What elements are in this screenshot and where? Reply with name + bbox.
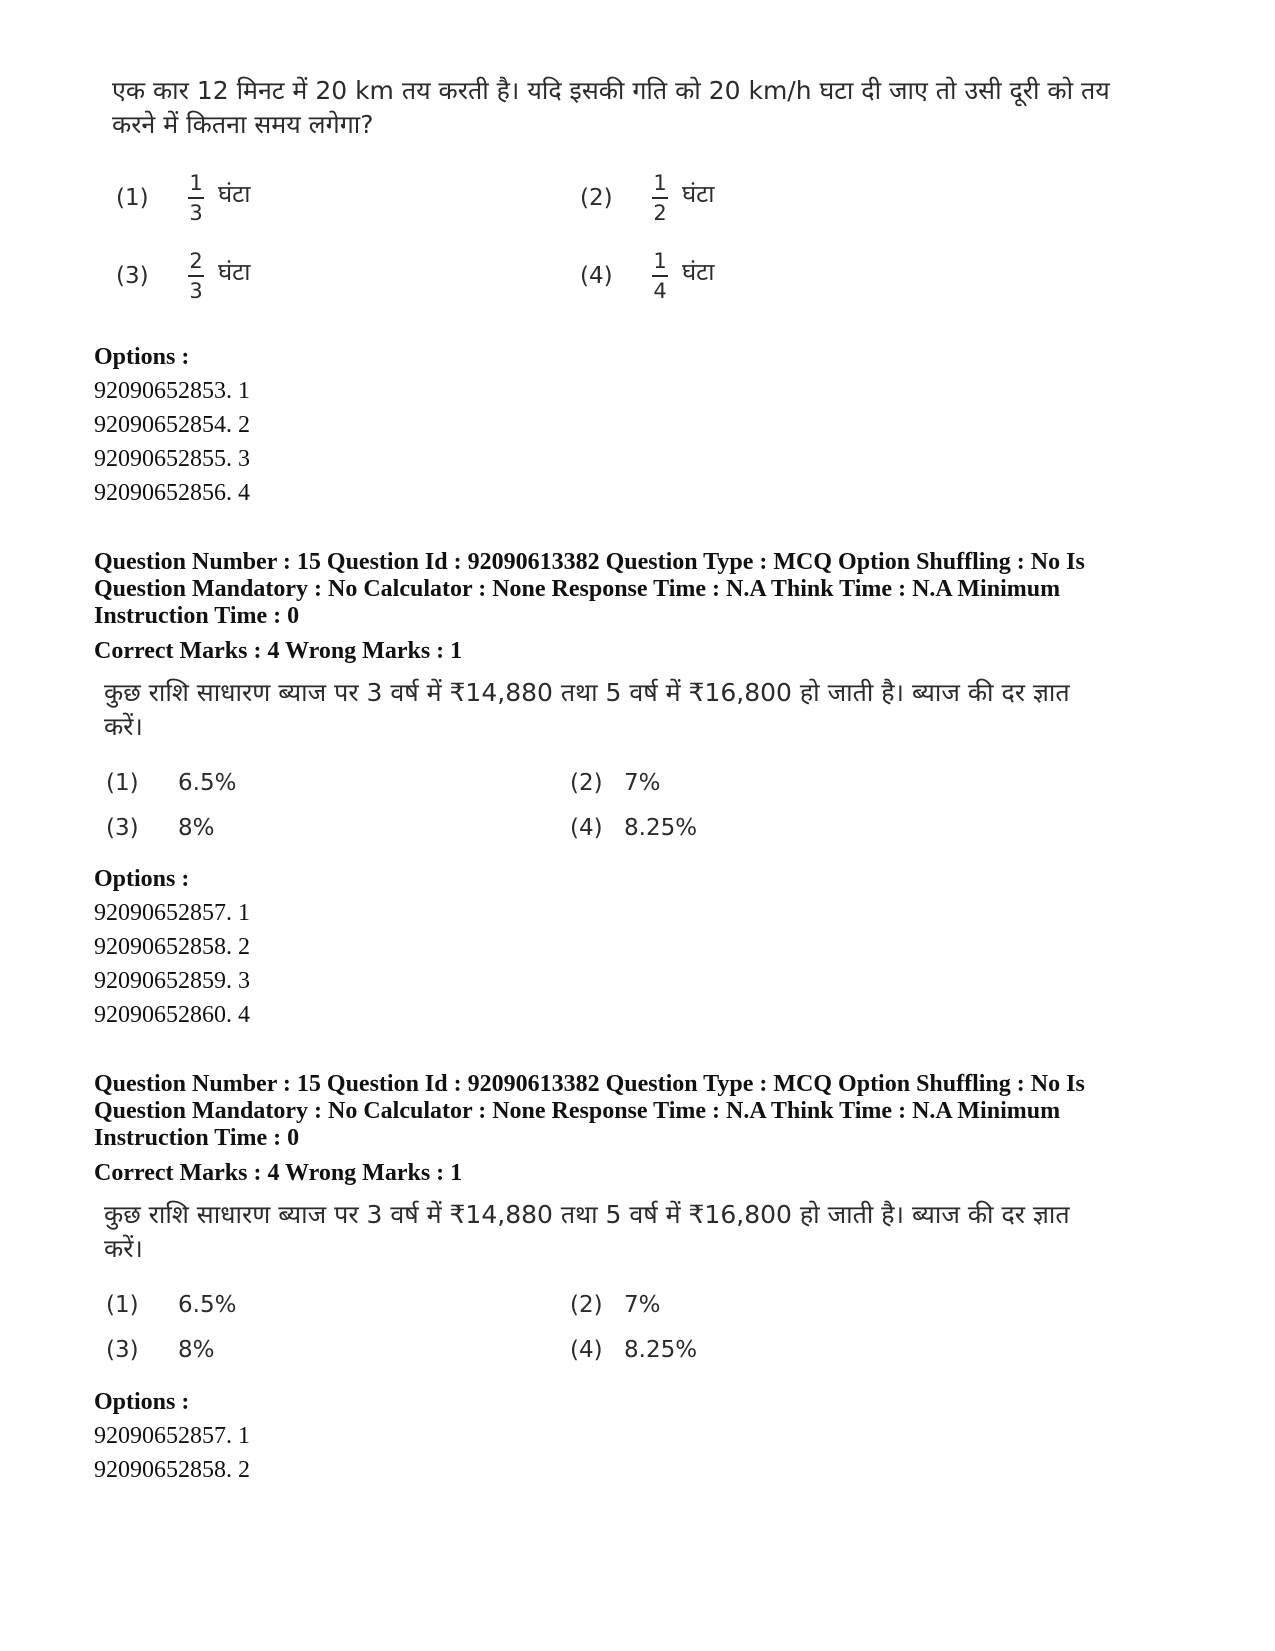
options-heading: Options :: [94, 1389, 190, 1415]
option-id-row: 92090652858. 2: [94, 934, 250, 960]
choice-number: (2): [580, 184, 613, 211]
choice-value: 8%: [178, 1337, 215, 1363]
question-15a-text: कुछ राशि साधारण ब्याज पर 3 वर्ष में ₹14,880 तथा 5 वर्ष में ₹16,800 हो जाती है। ब्याज की दर ज्ञात करें।: [104, 678, 1070, 741]
options-heading: Options :: [94, 344, 190, 370]
question-15b-text: कुछ राशि साधारण ब्याज पर 3 वर्ष में ₹14,880 तथा 5 वर्ष में ₹16,800 हो जाती है। ब्याज की दर ज्ञात करें।: [104, 1200, 1070, 1263]
option-id-row: 92090652853. 1: [94, 378, 250, 404]
option-id-row: 92090652855. 3: [94, 446, 250, 472]
choice-2: [570, 1292, 661, 1318]
choice-2: [570, 770, 661, 796]
choice-4: [580, 250, 715, 302]
marks-line: Correct Marks : 4 Wrong Marks : 1: [94, 638, 463, 664]
question-15b-options: [94, 1385, 250, 1487]
option-id-row: 92090652857. 1: [94, 1423, 250, 1449]
option-id-row: 92090652854. 2: [94, 412, 250, 438]
unit-label: घंटा: [682, 258, 715, 287]
option-id-row: 92090652857. 1: [94, 900, 250, 926]
choice-1: [106, 1292, 236, 1318]
fraction-bar: [188, 275, 204, 277]
denominator: 2: [653, 200, 667, 225]
choice-number: (1): [116, 184, 149, 211]
choice-value: 6.5%: [178, 1292, 237, 1318]
denominator: 3: [189, 200, 203, 225]
choice-number: (2): [570, 1292, 603, 1318]
choice-3: [106, 1337, 215, 1363]
fraction-bar: [188, 197, 204, 199]
question-15a-options: [94, 862, 250, 1032]
choice-4: [570, 1337, 697, 1363]
choice-value: 7%: [624, 770, 661, 796]
question-15a-header: [94, 549, 1104, 668]
choice-2: [580, 172, 715, 224]
denominator: 3: [189, 278, 203, 303]
question-meta: Question Number : 15 Question Id : 92090613382 Question Type : MCQ Option Shuffling : No Is Question Mandatory : No Calculator : None Response Time : N.A Think Time : N.A Minimum Instruction Time : 0: [94, 549, 1085, 629]
choice-value: 8%: [178, 815, 215, 841]
choice-number: (3): [106, 815, 139, 841]
choice-number: (1): [106, 770, 139, 796]
question-15b-header: [94, 1071, 1104, 1190]
question-meta: Question Number : 15 Question Id : 92090613382 Question Type : MCQ Option Shuffling : No Is Question Mandatory : No Calculator : None Response Time : N.A Think Time : N.A Minimum Instruction Time : 0: [94, 1071, 1085, 1151]
fraction: [652, 172, 668, 224]
fraction-bar: [652, 275, 668, 277]
question-14-options: [94, 340, 250, 510]
unit-label: घंटा: [682, 180, 715, 209]
question-14-text: एक कार 12 मिनट में 20 km तय करती है। यदि इसकी गति को 20 km/h घटा दी जाए तो उसी दूरी को तय करने में कितना समय लगेगा?: [112, 76, 1110, 139]
option-id-row: 92090652860. 4: [94, 1002, 250, 1028]
fraction: [188, 250, 204, 302]
numerator: 1: [653, 249, 667, 273]
choice-value: 7%: [624, 1292, 661, 1318]
choice-number: (4): [570, 815, 603, 841]
fraction: [652, 250, 668, 302]
unit-label: घंटा: [218, 180, 251, 209]
numerator: 1: [189, 171, 203, 195]
choice-number: (4): [570, 1337, 603, 1363]
choice-number: (3): [106, 1337, 139, 1363]
marks-line: Correct Marks : 4 Wrong Marks : 1: [94, 1160, 463, 1186]
unit-label: घंटा: [218, 258, 251, 287]
numerator: 2: [189, 249, 203, 273]
denominator: 4: [653, 278, 667, 303]
choice-3: [106, 815, 215, 841]
choice-number: (3): [116, 262, 149, 289]
choice-value: 8.25%: [624, 815, 698, 841]
choice-4: [570, 815, 697, 841]
option-id-row: 92090652856. 4: [94, 480, 250, 506]
choice-1: [116, 172, 251, 224]
choice-number: (1): [106, 1292, 139, 1318]
choice-value: 6.5%: [178, 770, 237, 796]
choice-number: (2): [570, 770, 603, 796]
option-id-row: 92090652858. 2: [94, 1457, 250, 1483]
choice-1: [106, 770, 236, 796]
choice-3: [116, 250, 251, 302]
fraction: [188, 172, 204, 224]
option-id-row: 92090652859. 3: [94, 968, 250, 994]
numerator: 1: [653, 171, 667, 195]
choice-number: (4): [580, 262, 613, 289]
choice-value: 8.25%: [624, 1337, 698, 1363]
options-heading: Options :: [94, 866, 190, 892]
fraction-bar: [652, 197, 668, 199]
